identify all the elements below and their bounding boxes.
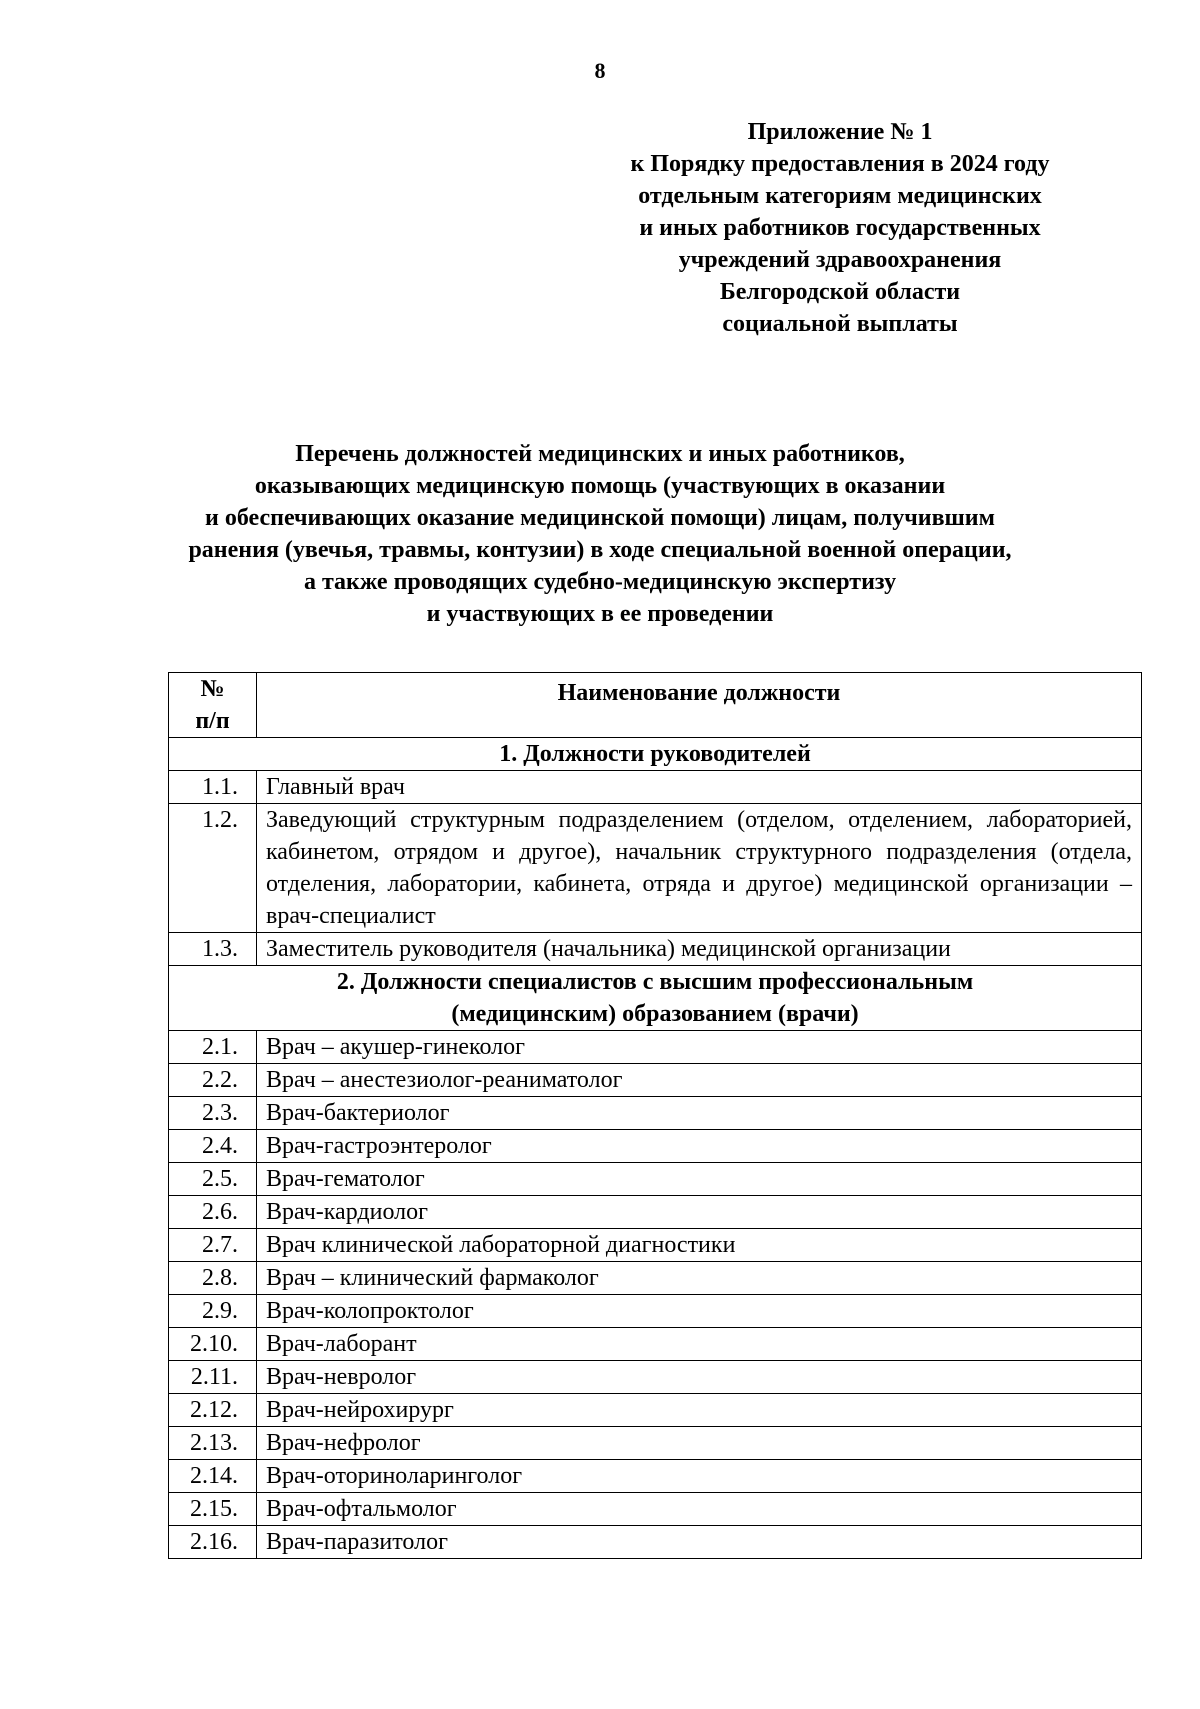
row-number: 2.10. [169,1328,257,1361]
table-row [169,1427,1142,1460]
row-position-name: Врач-колопроктолог [257,1295,1142,1328]
table-row [169,1163,1142,1196]
table-row [169,1526,1142,1559]
row-number: 2.9. [169,1295,257,1328]
row-position-name: Врач-нефролог [257,1427,1142,1460]
table-row [169,1460,1142,1493]
table-row [169,1328,1142,1361]
row-position-name: Врач – анестезиолог-реаниматолог [257,1064,1142,1097]
table-row [169,1295,1142,1328]
table-row [169,1097,1142,1130]
row-number: 2.6. [169,1196,257,1229]
row-number: 2.11. [169,1361,257,1394]
title-line: и обеспечивающих оказание медицинской помощи) лицам, получившим [205,505,995,531]
row-number: 2.14. [169,1460,257,1493]
appendix-line: социальной выплаты [722,311,958,337]
appendix-line: Приложение № 1 [747,119,933,145]
row-position-name: Врач-невролог [257,1361,1142,1394]
page-number: 8 [594,58,606,83]
appendix-line: к Порядку предоставления в 2024 году [630,151,1050,177]
row-number: 2.2. [169,1064,257,1097]
table-row [169,1064,1142,1097]
section-2-row [169,966,1142,1031]
section-1-row [169,738,1142,771]
row-position-name: Врач-кардиолог [257,1196,1142,1229]
table-row [169,1493,1142,1526]
row-position-name: Врач-гематолог [257,1163,1142,1196]
row-number: 1.2. [169,804,257,933]
title-line: и участвующих в ее проведении [426,601,774,627]
section-2-title [169,966,1142,1031]
row-number: 2.13. [169,1427,257,1460]
table-row [169,1130,1142,1163]
row-position-name: Врач-лаборант [257,1328,1142,1361]
row-number: 2.1. [169,1031,257,1064]
table-header-row [169,673,1142,738]
appendix-heading [605,116,1075,340]
section-2-title-line: (медицинским) образованием (врачи) [451,1001,859,1027]
section-1-title [169,738,1142,771]
row-number: 2.15. [169,1493,257,1526]
title-line: ранения (увечья, травмы, контузии) в ходе специальной военной операции, [188,537,1012,563]
row-position-name: Главный врач [257,771,1142,804]
row-number: 2.3. [169,1097,257,1130]
row-number: 1.1. [169,771,257,804]
appendix-line: Белгородской области [719,279,961,305]
document-title [100,438,1100,630]
section-2-title-line: 2. Должности специалистов с высшим профессиональным [336,969,974,995]
row-position-name: Врач-офтальмолог [257,1493,1142,1526]
row-position-name: Врач – клинический фармаколог [257,1262,1142,1295]
table-row [169,1394,1142,1427]
row-number: 2.16. [169,1526,257,1559]
row-position-name: Врач-паразитолог [257,1526,1142,1559]
appendix-line: отдельным категориям медицинских [638,183,1042,209]
row-number: 2.4. [169,1130,257,1163]
row-number: 2.8. [169,1262,257,1295]
row-number: 2.12. [169,1394,257,1427]
row-position-name: Врач-гастроэнтеролог [257,1130,1142,1163]
table-row [169,771,1142,804]
section-1-title-text: 1. Должности руководителей [499,741,811,767]
title-line: оказывающих медицинскую помощь (участвующих в оказании [254,473,946,499]
row-position-name: Врач-нейрохирург [257,1394,1142,1427]
header-number-symbol: № [200,676,225,702]
table-row [169,804,1142,933]
table-row [169,933,1142,966]
appendix-line: и иных работников государственных [639,215,1041,241]
header-number-label: п/п [195,708,230,734]
table-row [169,1361,1142,1394]
positions-table [168,672,1142,1559]
row-position-name: Заместитель руководителя (начальника) медицинской организации [257,933,1142,966]
row-number: 2.5. [169,1163,257,1196]
appendix-line: учреждений здравоохранения [678,247,1002,273]
table-row [169,1262,1142,1295]
table-row [169,1031,1142,1064]
title-line: Перечень должностей медицинских и иных работников, [295,441,905,467]
header-name-cell: Наименование должности [257,673,1142,738]
row-number: 2.7. [169,1229,257,1262]
row-position-name: Врач клинической лабораторной диагностики [257,1229,1142,1262]
row-position-name: Заведующий структурным подразделением (отделом, отделением, лабораторией, кабинетом, отрядом и другое), начальник структурного подразделения (отдела, отделения, лаборатории, кабинета, отряда и другое) медицинской организации – врач-специалист [257,804,1142,933]
header-number-cell [169,673,257,738]
row-position-name: Врач – акушер-гинеколог [257,1031,1142,1064]
row-position-name: Врач-бактериолог [257,1097,1142,1130]
table-row [169,1196,1142,1229]
title-line: а также проводящих судебно-медицинскую экспертизу [303,569,897,595]
row-number: 1.3. [169,933,257,966]
table-row [169,1229,1142,1262]
row-position-name: Врач-оториноларинголог [257,1460,1142,1493]
